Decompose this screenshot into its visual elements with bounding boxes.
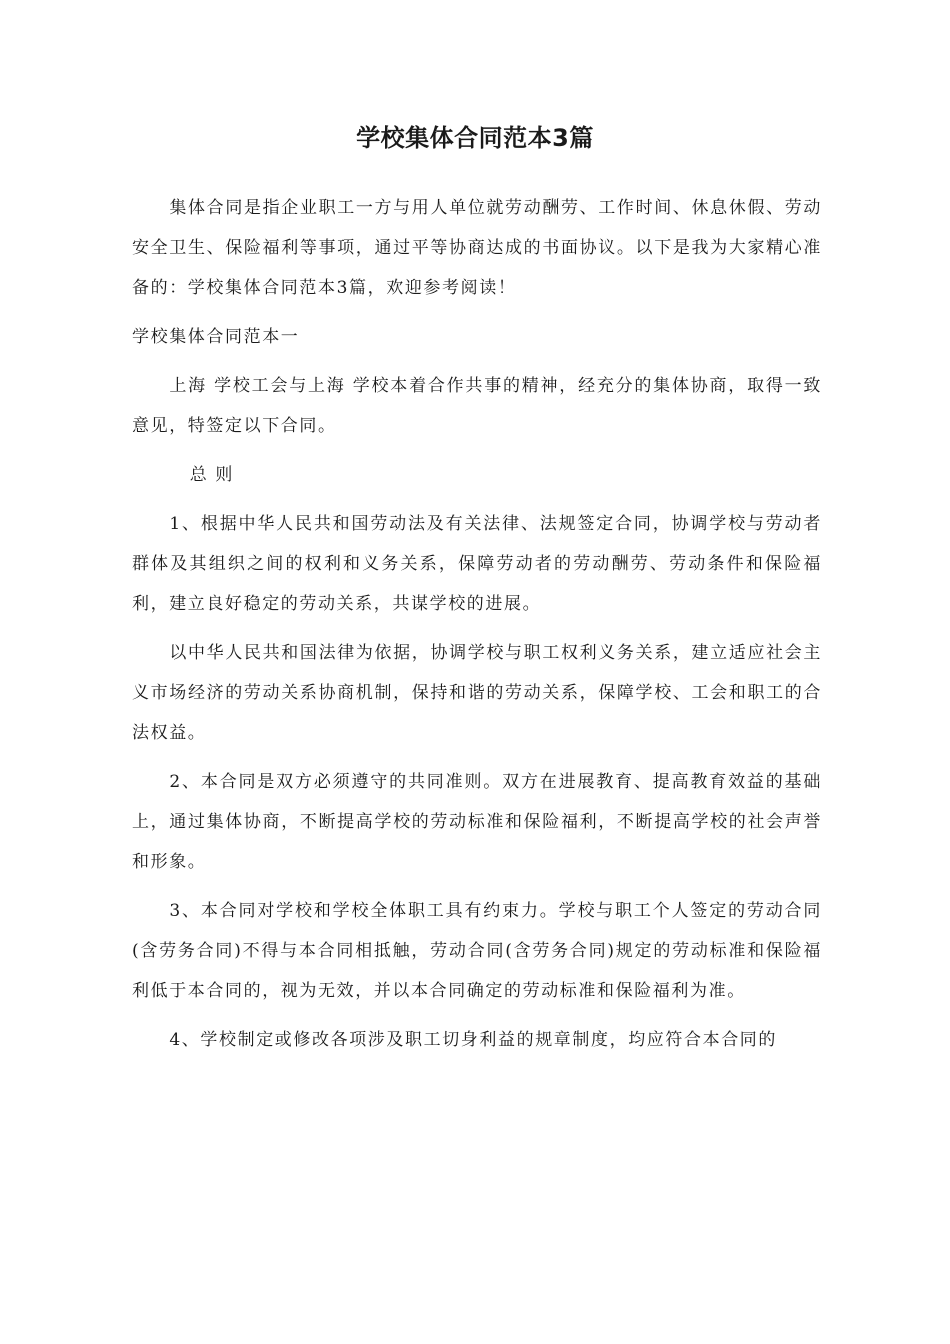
document-title: 学校集体合同范本3篇 bbox=[356, 124, 594, 152]
general-provisions-heading: 总 则 bbox=[189, 465, 235, 485]
clause-3-paragraph: 3、本合同对学校和学校全体职工具有约束力。学校与职工个人签定的劳动合同(含劳务合同)不得与本合同相抵触，劳动合同(含劳务合同)规定的劳动标准和保险福利低于本合同的，视为无效，并以本合同确定的劳动标准和保险福利为准。 bbox=[132, 901, 822, 1001]
clause-1-paragraph: 1、根据中华人民共和国劳动法及有关法律、法规签定合同，协调学校与劳动者群体及其组织之间的权利和义务关系，保障劳动者的劳动酬劳、劳动条件和保险福利，建立良好稳定的劳动关系，共谋学校的进展。 bbox=[132, 514, 822, 614]
intro-paragraph: 集体合同是指企业职工一方与用人单位就劳动酬劳、工作时间、休息休假、劳动安全卫生、保险福利等事项，通过平等协商达成的书面协议。以下是我为大家精心准备的：学校集体合同范本3篇，欢迎参考阅读！ bbox=[132, 198, 822, 298]
clause-2-paragraph: 2、本合同是双方必须遵守的共同准则。双方在进展教育、提高教育效益的基础上，通过集体协商，不断提高学校的劳动标准和保险福利，不断提高学校的社会声誉和形象。 bbox=[132, 772, 822, 872]
principle-paragraph: 以中华人民共和国法律为依据，协调学校与职工权利义务关系，建立适应社会主义市场经济的劳动关系协商机制，保持和谐的劳动关系，保障学校、工会和职工的合法权益。 bbox=[132, 643, 822, 743]
document-body bbox=[132, 188, 822, 1069]
preamble-paragraph: 上海 学校工会与上海 学校本着合作共事的精神，经充分的集体协商，取得一致意见，特签定以下合同。 bbox=[132, 376, 822, 436]
clause-4-paragraph: 4、学校制定或修改各项涉及职工切身利益的规章制度，均应符合本合同的 bbox=[169, 1030, 778, 1050]
section-heading-contract-one: 学校集体合同范本一 bbox=[132, 327, 300, 347]
